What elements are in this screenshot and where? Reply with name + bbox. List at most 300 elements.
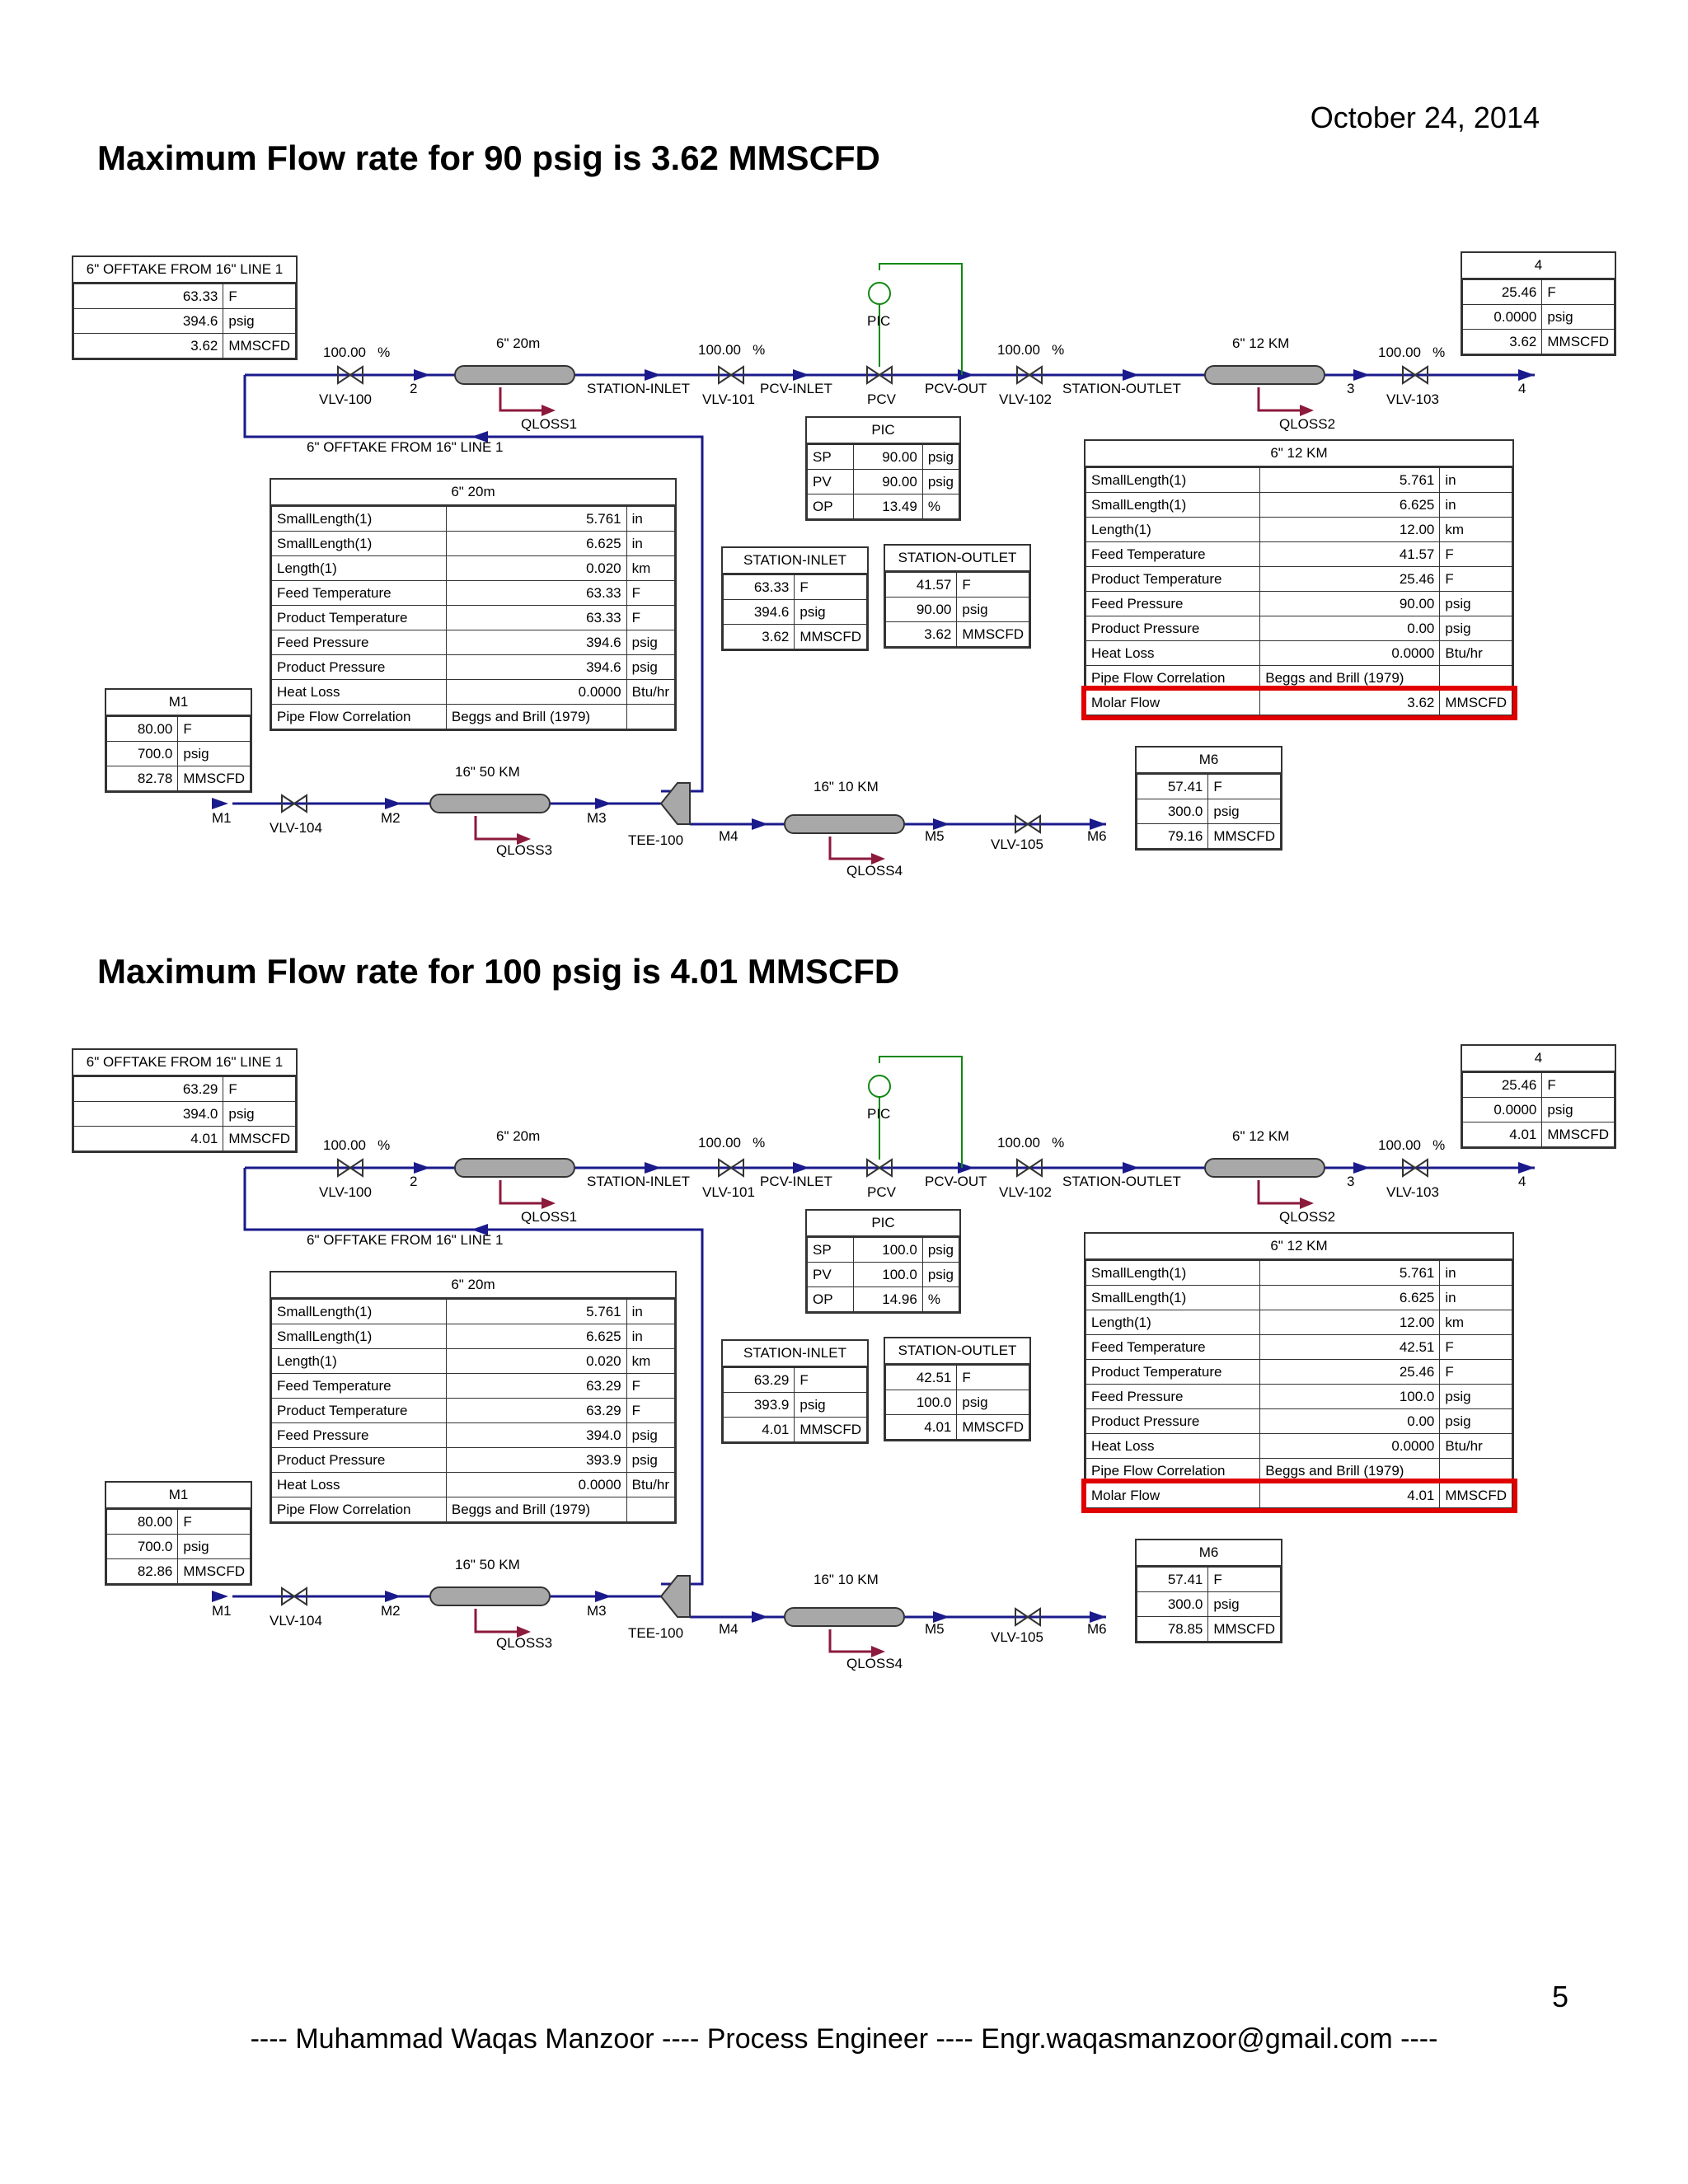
offtake-box-title: 6" OFFTAKE FROM 16" LINE 1 — [73, 257, 296, 284]
m1-press: 700.0 — [107, 1535, 178, 1559]
unit-f: F — [626, 1374, 674, 1399]
unit-f: F — [1440, 1360, 1512, 1385]
unit-in: in — [1440, 1286, 1512, 1310]
unit-percent: % — [922, 494, 959, 519]
pipe-20m-pt: 63.29 — [446, 1399, 626, 1423]
unit-mmscfd: MMSCFD — [1542, 1122, 1615, 1147]
row-label: Product Pressure — [272, 1448, 447, 1473]
unit-mmscfd: MMSCFD — [957, 622, 1029, 647]
pic-label[interactable]: PIC — [867, 313, 891, 329]
station-inlet-box[interactable] — [721, 1339, 869, 1444]
unit-btu: Btu/hr — [1440, 641, 1512, 666]
unit-in: in — [1440, 1261, 1512, 1286]
unit-km: km — [626, 556, 674, 581]
unit-mmscfd: MMSCFD — [223, 1127, 296, 1151]
stream-4-label[interactable]: 4 — [1518, 1174, 1526, 1189]
unit-f: F — [223, 1077, 296, 1102]
pipe-12km-pp: 0.00 — [1260, 616, 1440, 641]
pipe-20m-hl: 0.0000 — [446, 1473, 626, 1497]
offtake-press: 394.6 — [74, 309, 223, 334]
pipe-20m-corr: Beggs and Brill (1979) — [446, 1497, 626, 1522]
m6-box-title: M6 — [1137, 748, 1281, 774]
station-inlet-press: 394.6 — [724, 600, 795, 625]
station-inlet-box-title: STATION-INLET — [723, 1341, 867, 1367]
unit-mmscfd: MMSCFD — [795, 1418, 867, 1442]
m1-press: 700.0 — [107, 742, 178, 766]
vlv-103-label[interactable]: VLV-103 — [1386, 391, 1439, 407]
m4-label[interactable]: M4 — [719, 828, 738, 844]
pipe-12km-label[interactable]: 6" 12 KM — [1232, 1128, 1290, 1144]
unit-btu: Btu/hr — [626, 1473, 674, 1497]
pipe-12km-box-title: 6" 12 KM — [1085, 441, 1512, 467]
pipe-12km-box-title: 6" 12 KM — [1085, 1234, 1512, 1260]
stream-4-label[interactable]: 4 — [1518, 381, 1526, 396]
row-label: SmallLength(1) — [272, 1324, 447, 1349]
stream-4-temp: 25.46 — [1463, 280, 1542, 305]
station-outlet-box-title: STATION-OUTLET — [885, 546, 1029, 572]
station-outlet-temp: 41.57 — [886, 573, 957, 598]
row-label: Pipe Flow Correlation — [1086, 1459, 1260, 1483]
stream-4-box-title: 4 — [1462, 253, 1615, 279]
station-outlet-flow: 3.62 — [886, 622, 957, 647]
pcv-label[interactable]: PCV — [867, 391, 896, 407]
footer: ---- Muhammad Waqas Manzoor ---- Process Engineer ---- Engr.waqasmanzoor@gmail.com ---- — [250, 2023, 1438, 2055]
pipe-20m-sl1: 5.761 — [446, 1300, 626, 1324]
unit-psig: psig — [626, 1423, 674, 1448]
unit-psig: psig — [223, 309, 296, 334]
pipe-12km-len: 12.00 — [1260, 518, 1440, 542]
m1-label[interactable]: M1 — [212, 810, 232, 826]
station-inlet-box-title: STATION-INLET — [723, 548, 867, 574]
station-outlet-box-title: STATION-OUTLET — [885, 1338, 1029, 1365]
pipe-20m-fp: 394.0 — [446, 1423, 626, 1448]
unit-f: F — [626, 581, 674, 606]
qloss1-label[interactable]: QLOSS1 — [521, 416, 578, 432]
pcv-out-label[interactable]: PCV-OUT — [925, 1174, 987, 1189]
m1-temp: 80.00 — [107, 1510, 178, 1535]
stream-4-box-title: 4 — [1462, 1046, 1615, 1072]
unit-f: F — [1208, 1568, 1281, 1592]
molar-flow-row-highlight — [1086, 691, 1512, 715]
pipe-12km-corr: Beggs and Brill (1979) — [1260, 1459, 1440, 1483]
m2-label[interactable]: M2 — [381, 810, 401, 826]
pipe-12km-molar-flow: 3.62 — [1260, 691, 1440, 715]
pipe-12km-molar-flow: 4.01 — [1260, 1483, 1440, 1508]
pipe-12km-sl1: 5.761 — [1260, 1261, 1440, 1286]
station-outlet-flow: 4.01 — [886, 1415, 957, 1440]
unit-psig: psig — [178, 1535, 251, 1559]
stream-2-label[interactable]: 2 — [410, 1174, 418, 1189]
pipe-12km-len: 12.00 — [1260, 1310, 1440, 1335]
row-label: SmallLength(1) — [1086, 493, 1260, 518]
pipe-12km-pp: 0.00 — [1260, 1409, 1440, 1434]
row-label: SmallLength(1) — [1086, 468, 1260, 493]
row-label: Length(1) — [1086, 518, 1260, 542]
unit-f: F — [1440, 567, 1512, 592]
unit-psig: psig — [1440, 592, 1512, 616]
pipe-20m-sl2: 6.625 — [446, 1324, 626, 1349]
unit-f: F — [795, 575, 867, 600]
row-label: SmallLength(1) — [1086, 1286, 1260, 1310]
stream-4-press: 0.0000 — [1463, 305, 1542, 330]
m6-label[interactable]: M6 — [1087, 828, 1107, 844]
row-label: Feed Temperature — [272, 581, 447, 606]
offtake-temp: 63.33 — [74, 284, 223, 309]
station-outlet-press: 90.00 — [886, 598, 957, 622]
vlv-102-opening: 100.00 % — [997, 342, 1065, 358]
unit-mmscfd: MMSCFD — [795, 625, 867, 649]
unit-in: in — [1440, 493, 1512, 518]
pcv-inlet-label[interactable]: PCV-INLET — [760, 1174, 832, 1189]
unit-mmscfd: MMSCFD — [1440, 691, 1512, 715]
row-label: Molar Flow — [1086, 1483, 1260, 1508]
m1-box-title: M1 — [106, 1483, 251, 1509]
pic-box-title: PIC — [807, 418, 959, 444]
unit-psig: psig — [178, 742, 251, 766]
m6-stream-box[interactable] — [1135, 1539, 1282, 1643]
pic-op: 13.49 — [854, 494, 922, 519]
unit-f: F — [957, 1366, 1029, 1390]
flowsheet-2[interactable] — [68, 1040, 1675, 1741]
offtake-flow: 3.62 — [74, 334, 223, 359]
unit-mmscfd: MMSCFD — [1440, 1483, 1512, 1508]
unit-f: F — [223, 284, 296, 309]
row-label: Feed Pressure — [272, 1423, 447, 1448]
unit-f: F — [1542, 280, 1615, 305]
pipe-12km-fp: 100.0 — [1260, 1385, 1440, 1409]
pv-label: PV — [808, 1263, 854, 1287]
station-inlet-temp: 63.33 — [724, 575, 795, 600]
unit-psig: psig — [1440, 1409, 1512, 1434]
unit-f: F — [626, 606, 674, 630]
unit-psig: psig — [922, 470, 959, 494]
offtake-stream-box[interactable] — [72, 255, 298, 360]
pipe-50km-label[interactable]: 16" 50 KM — [455, 1557, 520, 1572]
unit-f: F — [1440, 542, 1512, 567]
unit-f: F — [957, 573, 1029, 598]
qloss3-label[interactable]: QLOSS3 — [496, 1635, 553, 1651]
unit-psig: psig — [922, 1263, 959, 1287]
pic-sp: 100.0 — [854, 1238, 922, 1263]
row-label: Pipe Flow Correlation — [1086, 666, 1260, 691]
unit-in: in — [626, 507, 674, 532]
unit-psig: psig — [1542, 1098, 1615, 1122]
m1-temp: 80.00 — [107, 717, 178, 742]
unit-km: km — [626, 1349, 674, 1374]
row-label: Feed Pressure — [272, 630, 447, 655]
row-label: Length(1) — [1086, 1310, 1260, 1335]
sp-label: SP — [808, 1238, 854, 1263]
offtake-stream-box[interactable] — [72, 1048, 298, 1153]
vlv-101-opening: 100.00 % — [698, 1135, 766, 1151]
unit-mmscfd: MMSCFD — [1542, 330, 1615, 354]
unit-mmscfd: MMSCFD — [1208, 824, 1281, 849]
row-label: Product Temperature — [272, 1399, 447, 1423]
pipe-20m-len: 0.020 — [446, 1349, 626, 1374]
m6-flow: 79.16 — [1137, 824, 1208, 849]
stream-3-label[interactable]: 3 — [1347, 1174, 1355, 1189]
stream-4-press: 0.0000 — [1463, 1098, 1542, 1122]
pcv-label[interactable]: PCV — [867, 1184, 896, 1200]
vlv-100-label[interactable]: VLV-100 — [319, 391, 372, 407]
row-label: Feed Temperature — [272, 1374, 447, 1399]
pipe-20m-hl: 0.0000 — [446, 680, 626, 705]
pic-sp: 90.00 — [854, 445, 922, 470]
stream-4-box[interactable] — [1461, 1044, 1616, 1149]
pipe-20m-pt: 63.33 — [446, 606, 626, 630]
pipe-20m-box[interactable] — [270, 1271, 677, 1524]
m6-box-title: M6 — [1137, 1540, 1281, 1567]
vlv-102-label[interactable]: VLV-102 — [999, 391, 1052, 407]
unit-f: F — [178, 717, 251, 742]
m3-label[interactable]: M3 — [587, 810, 607, 826]
unit-f: F — [1440, 1335, 1512, 1360]
pic-pv: 90.00 — [854, 470, 922, 494]
stream-3-label[interactable]: 3 — [1347, 381, 1355, 396]
molar-flow-row-highlight — [1086, 1483, 1512, 1508]
unit-psig: psig — [795, 600, 867, 625]
station-outlet-box[interactable] — [884, 544, 1031, 649]
vlv-105-label[interactable]: VLV-105 — [991, 837, 1043, 852]
vlv-103-opening: 100.00 % — [1378, 344, 1446, 360]
unit-psig: psig — [1440, 616, 1512, 641]
pic-pv: 100.0 — [854, 1263, 922, 1287]
row-label: Molar Flow — [1086, 691, 1260, 715]
pipe-12km-box[interactable] — [1084, 1232, 1514, 1510]
station-inlet-press: 393.9 — [724, 1393, 795, 1418]
vlv-100-opening: 100.00 % — [323, 1137, 391, 1153]
m6-stream-box[interactable] — [1135, 746, 1282, 851]
date: October 24, 2014 — [1310, 101, 1540, 134]
vlv-103-opening: 100.00 % — [1378, 1137, 1446, 1153]
station-outlet-press: 100.0 — [886, 1390, 957, 1415]
pipe-10km-label[interactable]: 16" 10 KM — [814, 779, 879, 794]
station-outlet-box[interactable] — [884, 1337, 1031, 1441]
pipe-12km-ft: 41.57 — [1260, 542, 1440, 567]
row-label: SmallLength(1) — [272, 532, 447, 556]
unit-psig: psig — [223, 1102, 296, 1127]
pipe-50km-label[interactable]: 16" 50 KM — [455, 764, 520, 780]
case-heading-1: Maximum Flow rate for 90 psig is 3.62 MMSCFD — [97, 138, 880, 177]
row-label: Product Pressure — [272, 655, 447, 680]
pipe-20m-len: 0.020 — [446, 556, 626, 581]
pipe-20m-box[interactable] — [270, 478, 677, 731]
unit-psig: psig — [795, 1393, 867, 1418]
pipe-20m-fp: 394.6 — [446, 630, 626, 655]
m2-label[interactable]: M2 — [381, 1603, 401, 1619]
unit-psig: psig — [1440, 1385, 1512, 1409]
row-label: Heat Loss — [1086, 641, 1260, 666]
vlv-103-label[interactable]: VLV-103 — [1386, 1184, 1439, 1200]
unit-f: F — [178, 1510, 251, 1535]
pic-box[interactable] — [805, 1209, 961, 1314]
station-inlet-flow: 4.01 — [724, 1418, 795, 1442]
stream-4-flow: 4.01 — [1463, 1122, 1542, 1147]
station-inlet-temp: 63.29 — [724, 1368, 795, 1393]
pic-box[interactable] — [805, 416, 961, 521]
unit-mmscfd: MMSCFD — [957, 1415, 1029, 1440]
m1-box-title: M1 — [106, 690, 251, 716]
unit-f: F — [626, 1399, 674, 1423]
unit-psig: psig — [1208, 1592, 1281, 1617]
row-label: Product Pressure — [1086, 616, 1260, 641]
pipe-12km-pt: 25.46 — [1260, 567, 1440, 592]
unit-in: in — [626, 532, 674, 556]
unit-psig: psig — [957, 598, 1029, 622]
station-inlet-label[interactable]: STATION-INLET — [587, 381, 690, 396]
station-inlet-flow: 3.62 — [724, 625, 795, 649]
pipe-20m-ft: 63.29 — [446, 1374, 626, 1399]
qloss4-label[interactable]: QLOSS4 — [846, 1656, 903, 1671]
m3-label[interactable]: M3 — [587, 1603, 607, 1619]
page-number: 5 — [1551, 1980, 1568, 2013]
pipe-12km-label[interactable]: 6" 12 KM — [1232, 335, 1290, 351]
station-inlet-box[interactable] — [721, 546, 869, 651]
row-label: Product Temperature — [1086, 567, 1260, 592]
row-label: SmallLength(1) — [272, 507, 447, 532]
m5-label[interactable]: M5 — [925, 828, 945, 844]
pipe-12km-sl1: 5.761 — [1260, 468, 1440, 493]
case-heading-2: Maximum Flow rate for 100 psig is 4.01 MMSCFD — [97, 952, 900, 991]
stream-4-flow: 3.62 — [1463, 330, 1542, 354]
row-label: SmallLength(1) — [1086, 1261, 1260, 1286]
m1-label[interactable]: M1 — [212, 1603, 232, 1619]
pipe-20m-pp: 393.9 — [446, 1448, 626, 1473]
offtake-flow: 4.01 — [74, 1127, 223, 1151]
op-label: OP — [808, 1287, 854, 1312]
sp-label: SP — [808, 445, 854, 470]
m6-temp: 57.41 — [1137, 1568, 1208, 1592]
unit-mmscfd: MMSCFD — [223, 334, 296, 359]
pipe-20m-sl1: 5.761 — [446, 507, 626, 532]
unit-f: F — [795, 1368, 867, 1393]
station-outlet-label[interactable]: STATION-OUTLET — [1062, 381, 1181, 396]
unit-mmscfd: MMSCFD — [178, 1559, 251, 1584]
vlv-101-label[interactable]: VLV-101 — [702, 391, 755, 407]
pipe-12km-box[interactable] — [1084, 439, 1514, 717]
unit-percent: % — [922, 1287, 959, 1312]
m5-label[interactable]: M5 — [925, 1621, 945, 1637]
tee-100-label[interactable]: TEE-100 — [628, 1625, 684, 1641]
row-label: Feed Pressure — [1086, 1385, 1260, 1409]
m1-flow: 82.78 — [107, 766, 178, 791]
pic-op: 14.96 — [854, 1287, 922, 1312]
offtake-line-label[interactable]: 6" OFFTAKE FROM 16" LINE 1 — [307, 1232, 504, 1248]
pipe-10km-label[interactable]: 16" 10 KM — [814, 1572, 879, 1587]
row-label: Pipe Flow Correlation — [272, 705, 447, 729]
qloss3-label[interactable]: QLOSS3 — [496, 842, 553, 858]
offtake-box-title: 6" OFFTAKE FROM 16" LINE 1 — [73, 1050, 296, 1076]
vlv-100-opening: 100.00 % — [323, 344, 391, 360]
offtake-press: 394.0 — [74, 1102, 223, 1127]
pipe-12km-pt: 25.46 — [1260, 1360, 1440, 1385]
pcv-out-label[interactable]: PCV-OUT — [925, 381, 987, 396]
row-label: Product Temperature — [1086, 1360, 1260, 1385]
pipe-12km-sl2: 6.625 — [1260, 493, 1440, 518]
m1-stream-box[interactable] — [105, 1481, 252, 1586]
vlv-105-label[interactable]: VLV-105 — [991, 1629, 1043, 1645]
unit-mmscfd: MMSCFD — [1208, 1617, 1281, 1642]
station-inlet-label[interactable]: STATION-INLET — [587, 1174, 690, 1189]
qloss2-label[interactable]: QLOSS2 — [1279, 416, 1336, 432]
offtake-temp: 63.29 — [74, 1077, 223, 1102]
pcv-inlet-label[interactable]: PCV-INLET — [760, 381, 832, 396]
row-label: Feed Temperature — [1086, 1335, 1260, 1360]
pipe-12km-hl: 0.0000 — [1260, 1434, 1440, 1459]
pipe-20m-sl2: 6.625 — [446, 532, 626, 556]
unit-psig: psig — [1208, 799, 1281, 824]
vlv-102-opening: 100.00 % — [997, 1135, 1065, 1151]
pipe-20m-label[interactable]: 6" 20m — [496, 335, 541, 351]
unit-f: F — [1542, 1073, 1615, 1098]
row-label: Feed Temperature — [1086, 542, 1260, 567]
flowsheet-1[interactable] — [68, 247, 1675, 948]
unit-in: in — [626, 1300, 674, 1324]
m6-label[interactable]: M6 — [1087, 1621, 1107, 1637]
op-label: OP — [808, 494, 854, 519]
pipe-12km-sl2: 6.625 — [1260, 1286, 1440, 1310]
m6-press: 300.0 — [1137, 1592, 1208, 1617]
pipe-20m-corr: Beggs and Brill (1979) — [446, 705, 626, 729]
unit-km: km — [1440, 1310, 1512, 1335]
unit-in: in — [626, 1324, 674, 1349]
vlv-104-label[interactable]: VLV-104 — [270, 1613, 322, 1629]
pipe-20m-label[interactable]: 6" 20m — [496, 1128, 541, 1144]
unit-psig: psig — [957, 1390, 1029, 1415]
stream-2-label[interactable]: 2 — [410, 381, 418, 396]
unit-psig: psig — [626, 630, 674, 655]
qloss4-label[interactable]: QLOSS4 — [846, 863, 903, 879]
offtake-line-label[interactable]: 6" OFFTAKE FROM 16" LINE 1 — [307, 439, 504, 455]
unit-f: F — [1208, 775, 1281, 799]
vlv-101-label[interactable]: VLV-101 — [702, 1184, 755, 1200]
m1-stream-box[interactable] — [105, 688, 252, 793]
vlv-101-opening: 100.00 % — [698, 342, 766, 358]
stream-4-temp: 25.46 — [1463, 1073, 1542, 1098]
row-label: Heat Loss — [1086, 1434, 1260, 1459]
vlv-102-label[interactable]: VLV-102 — [999, 1184, 1052, 1200]
unit-psig: psig — [922, 1238, 959, 1263]
pipe-12km-corr: Beggs and Brill (1979) — [1260, 666, 1440, 691]
vlv-100-label[interactable]: VLV-100 — [319, 1184, 372, 1200]
pipe-20m-box-title: 6" 20m — [271, 1272, 675, 1299]
m4-label[interactable]: M4 — [719, 1621, 738, 1637]
qloss2-label[interactable]: QLOSS2 — [1279, 1209, 1336, 1225]
unit-psig: psig — [1542, 305, 1615, 330]
unit-km: km — [1440, 518, 1512, 542]
pipe-20m-ft: 63.33 — [446, 581, 626, 606]
row-label: Feed Pressure — [1086, 592, 1260, 616]
m6-press: 300.0 — [1137, 799, 1208, 824]
tee-100-label[interactable]: TEE-100 — [628, 832, 684, 848]
station-outlet-label[interactable]: STATION-OUTLET — [1062, 1174, 1181, 1189]
vlv-104-label[interactable]: VLV-104 — [270, 820, 322, 836]
m6-flow: 78.85 — [1137, 1617, 1208, 1642]
station-outlet-temp: 42.51 — [886, 1366, 957, 1390]
pv-label: PV — [808, 470, 854, 494]
stream-4-box[interactable] — [1461, 251, 1616, 356]
pipe-12km-hl: 0.0000 — [1260, 641, 1440, 666]
unit-psig: psig — [626, 655, 674, 680]
pic-label[interactable]: PIC — [867, 1106, 891, 1122]
unit-psig: psig — [626, 1448, 674, 1473]
m1-flow: 82.86 — [107, 1559, 178, 1584]
qloss1-label[interactable]: QLOSS1 — [521, 1209, 578, 1225]
unit-in: in — [1440, 468, 1512, 493]
unit-btu: Btu/hr — [626, 680, 674, 705]
row-label: Length(1) — [272, 1349, 447, 1374]
unit-psig: psig — [922, 445, 959, 470]
